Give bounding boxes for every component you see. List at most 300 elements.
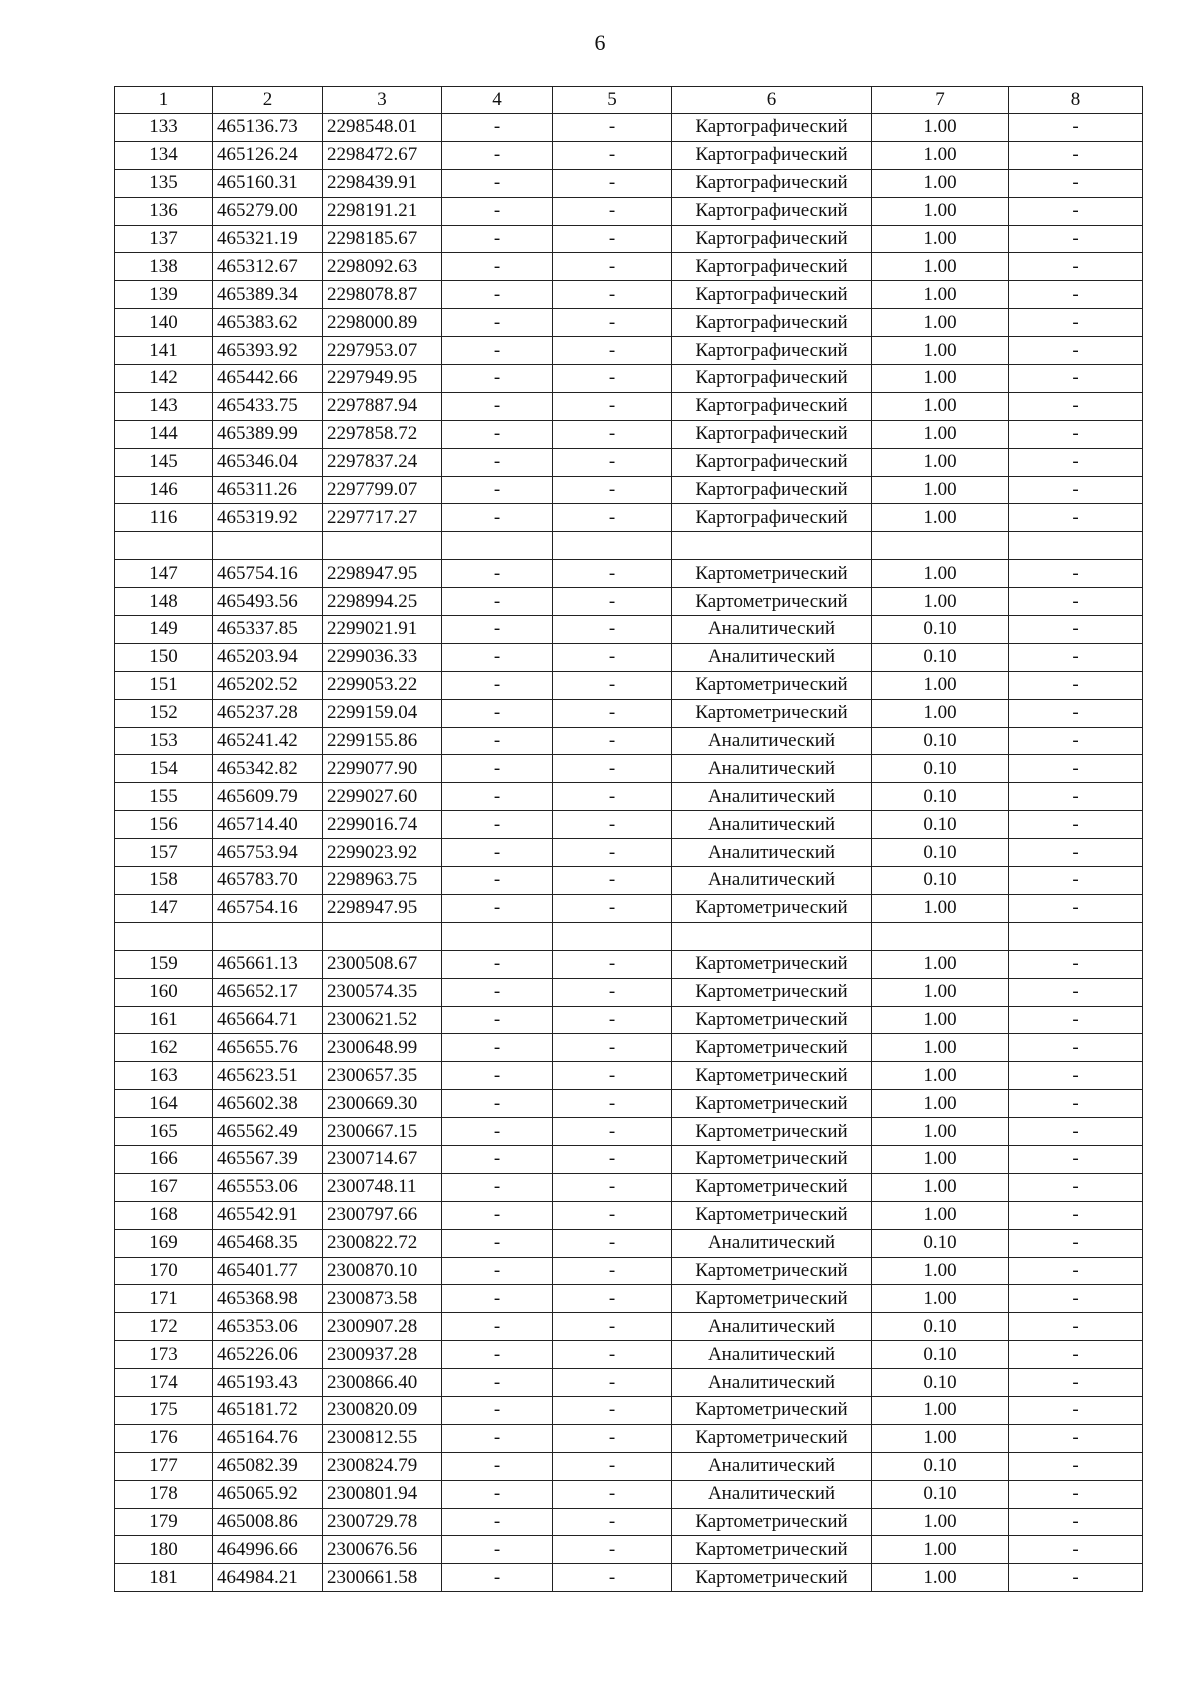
- col8-value: -: [1009, 1424, 1143, 1452]
- coord-x: 465754.16: [213, 560, 323, 588]
- point-number: 177: [115, 1452, 213, 1480]
- precision-value: 1.00: [872, 281, 1009, 309]
- column-header: 3: [323, 87, 442, 114]
- point-number: 137: [115, 225, 213, 253]
- col8-value: -: [1009, 755, 1143, 783]
- point-number: 136: [115, 197, 213, 225]
- col4-value: -: [442, 1508, 553, 1536]
- coord-x: 465065.92: [213, 1480, 323, 1508]
- table-row: [115, 1285, 1143, 1313]
- col4-value: -: [442, 141, 553, 169]
- col5-value: -: [553, 1173, 672, 1201]
- method-value: Картометрический: [672, 1424, 872, 1452]
- method-value: Картографический: [672, 420, 872, 448]
- column-header: 1: [115, 87, 213, 114]
- col5-value: -: [553, 392, 672, 420]
- col5-value: -: [553, 699, 672, 727]
- precision-value: 0.10: [872, 839, 1009, 867]
- col4-value: -: [442, 197, 553, 225]
- coord-x: 465237.28: [213, 699, 323, 727]
- col5-value: -: [553, 1396, 672, 1424]
- table-row: [115, 950, 1143, 978]
- col5-value: -: [553, 309, 672, 337]
- col8-value: -: [1009, 114, 1143, 142]
- method-value: Картометрический: [672, 1257, 872, 1285]
- coord-x: 465493.56: [213, 588, 323, 616]
- point-number: 144: [115, 420, 213, 448]
- col5-value: -: [553, 504, 672, 532]
- coord-x: 465368.98: [213, 1285, 323, 1313]
- point-number: 161: [115, 1006, 213, 1034]
- column-header: 8: [1009, 87, 1143, 114]
- col8-value: -: [1009, 337, 1143, 365]
- coord-y: 2298185.67: [323, 225, 442, 253]
- coord-x: 465203.94: [213, 643, 323, 671]
- precision-value: 1.00: [872, 560, 1009, 588]
- col5-value: [553, 532, 672, 560]
- col5-value: [553, 922, 672, 950]
- coord-x: 465393.92: [213, 337, 323, 365]
- col4-value: -: [442, 811, 553, 839]
- table-row: [115, 114, 1143, 142]
- method-value: Аналитический: [672, 727, 872, 755]
- col8-value: -: [1009, 448, 1143, 476]
- table-row: [115, 1145, 1143, 1173]
- col8-value: -: [1009, 560, 1143, 588]
- coord-y: 2300797.66: [323, 1201, 442, 1229]
- coord-x: 465226.06: [213, 1341, 323, 1369]
- precision-value: 1.00: [872, 253, 1009, 281]
- table-row: [115, 978, 1143, 1006]
- col8-value: -: [1009, 616, 1143, 644]
- col4-value: -: [442, 504, 553, 532]
- table-row: [115, 1006, 1143, 1034]
- precision-value: 0.10: [872, 755, 1009, 783]
- table-row: [115, 504, 1143, 532]
- point-number: 134: [115, 141, 213, 169]
- col5-value: -: [553, 169, 672, 197]
- coord-x: 465468.35: [213, 1229, 323, 1257]
- precision-value: 0.10: [872, 1341, 1009, 1369]
- coord-y: 2300907.28: [323, 1313, 442, 1341]
- table-row: [115, 1480, 1143, 1508]
- precision-value: 0.10: [872, 1452, 1009, 1480]
- coord-x: 464996.66: [213, 1536, 323, 1564]
- table-row: [115, 1118, 1143, 1146]
- col4-value: -: [442, 755, 553, 783]
- col4-value: -: [442, 1564, 553, 1592]
- col8-value: -: [1009, 1118, 1143, 1146]
- point-number: 171: [115, 1285, 213, 1313]
- col5-value: -: [553, 281, 672, 309]
- col4-value: -: [442, 588, 553, 616]
- point-number: 155: [115, 783, 213, 811]
- coord-y: 2300667.15: [323, 1118, 442, 1146]
- method-value: Картографический: [672, 448, 872, 476]
- col5-value: -: [553, 671, 672, 699]
- col4-value: -: [442, 699, 553, 727]
- coord-x: 465181.72: [213, 1396, 323, 1424]
- column-header: 5: [553, 87, 672, 114]
- method-value: Картометрический: [672, 1201, 872, 1229]
- point-number: 164: [115, 1090, 213, 1118]
- precision-value: 1.00: [872, 1536, 1009, 1564]
- col4-value: -: [442, 560, 553, 588]
- coord-x: 465202.52: [213, 671, 323, 699]
- table-row: [115, 643, 1143, 671]
- col5-value: -: [553, 1257, 672, 1285]
- col8-value: -: [1009, 1285, 1143, 1313]
- point-number: 181: [115, 1564, 213, 1592]
- point-number: 151: [115, 671, 213, 699]
- col4-value: -: [442, 1285, 553, 1313]
- col5-value: -: [553, 1508, 672, 1536]
- coord-y: 2299036.33: [323, 643, 442, 671]
- point-number: 156: [115, 811, 213, 839]
- col8-value: -: [1009, 783, 1143, 811]
- point-number: 163: [115, 1062, 213, 1090]
- col5-value: -: [553, 337, 672, 365]
- column-header: 7: [872, 87, 1009, 114]
- precision-value: 0.10: [872, 643, 1009, 671]
- col4-value: -: [442, 839, 553, 867]
- col4-value: -: [442, 1341, 553, 1369]
- precision-value: 1.00: [872, 337, 1009, 365]
- method-value: Картографический: [672, 253, 872, 281]
- col8-value: -: [1009, 281, 1143, 309]
- precision-value: [872, 532, 1009, 560]
- col8-value: -: [1009, 811, 1143, 839]
- point-number: 145: [115, 448, 213, 476]
- col8-value: -: [1009, 1564, 1143, 1592]
- coord-x: 465602.38: [213, 1090, 323, 1118]
- coord-y: 2300669.30: [323, 1090, 442, 1118]
- coord-y: [323, 922, 442, 950]
- coord-x: 465321.19: [213, 225, 323, 253]
- point-number: 175: [115, 1396, 213, 1424]
- point-number: 153: [115, 727, 213, 755]
- method-value: Картометрический: [672, 950, 872, 978]
- col4-value: -: [442, 476, 553, 504]
- coord-x: 465279.00: [213, 197, 323, 225]
- precision-value: 1.00: [872, 141, 1009, 169]
- col8-value: -: [1009, 699, 1143, 727]
- point-number: 159: [115, 950, 213, 978]
- table-row: [115, 1424, 1143, 1452]
- precision-value: 1.00: [872, 588, 1009, 616]
- col4-value: -: [442, 365, 553, 393]
- point-number: 142: [115, 365, 213, 393]
- coord-x: 465082.39: [213, 1452, 323, 1480]
- col5-value: -: [553, 1285, 672, 1313]
- col5-value: -: [553, 1062, 672, 1090]
- table-row: [115, 141, 1143, 169]
- method-value: Картометрический: [672, 978, 872, 1006]
- point-number: [115, 532, 213, 560]
- coord-y: 2298092.63: [323, 253, 442, 281]
- point-number: 166: [115, 1145, 213, 1173]
- precision-value: 0.10: [872, 783, 1009, 811]
- col8-value: -: [1009, 1341, 1143, 1369]
- col8-value: -: [1009, 1062, 1143, 1090]
- precision-value: 1.00: [872, 1508, 1009, 1536]
- coordinates-table: [114, 86, 1143, 1592]
- coord-y: 2300870.10: [323, 1257, 442, 1285]
- method-value: Картометрический: [672, 1145, 872, 1173]
- table-row: [115, 1341, 1143, 1369]
- col8-value: -: [1009, 1480, 1143, 1508]
- table-row: [115, 1313, 1143, 1341]
- precision-value: 1.00: [872, 420, 1009, 448]
- precision-value: 1.00: [872, 1062, 1009, 1090]
- precision-value: 1.00: [872, 1396, 1009, 1424]
- col4-value: -: [442, 643, 553, 671]
- col8-value: -: [1009, 392, 1143, 420]
- method-value: Картометрический: [672, 560, 872, 588]
- point-number: 178: [115, 1480, 213, 1508]
- coord-x: 465542.91: [213, 1201, 323, 1229]
- coord-y: 2300824.79: [323, 1452, 442, 1480]
- method-value: [672, 922, 872, 950]
- table-row: [115, 309, 1143, 337]
- point-number: 168: [115, 1201, 213, 1229]
- col8-value: -: [1009, 365, 1143, 393]
- coord-y: 2300657.35: [323, 1062, 442, 1090]
- col8-value: -: [1009, 253, 1143, 281]
- coord-y: 2300801.94: [323, 1480, 442, 1508]
- precision-value: 1.00: [872, 504, 1009, 532]
- coord-y: 2298548.01: [323, 114, 442, 142]
- coord-y: 2300714.67: [323, 1145, 442, 1173]
- column-header: 2: [213, 87, 323, 114]
- table-row: [115, 894, 1143, 922]
- point-number: 172: [115, 1313, 213, 1341]
- table-row: [115, 1201, 1143, 1229]
- coord-x: 465714.40: [213, 811, 323, 839]
- column-header: 6: [672, 87, 872, 114]
- precision-value: 0.10: [872, 727, 1009, 755]
- point-number: 140: [115, 309, 213, 337]
- col4-value: -: [442, 253, 553, 281]
- coord-x: 465353.06: [213, 1313, 323, 1341]
- precision-value: 0.10: [872, 1480, 1009, 1508]
- col5-value: -: [553, 1145, 672, 1173]
- point-number: 147: [115, 560, 213, 588]
- table-row: [115, 839, 1143, 867]
- col4-value: -: [442, 978, 553, 1006]
- col4-value: -: [442, 727, 553, 755]
- coord-x: 464984.21: [213, 1564, 323, 1592]
- coord-y: 2300621.52: [323, 1006, 442, 1034]
- col4-value: -: [442, 420, 553, 448]
- table-row: [115, 1034, 1143, 1062]
- method-value: Картометрический: [672, 588, 872, 616]
- method-value: Картографический: [672, 392, 872, 420]
- coord-y: 2299159.04: [323, 699, 442, 727]
- precision-value: 1.00: [872, 1118, 1009, 1146]
- table-row: [115, 365, 1143, 393]
- point-number: 116: [115, 504, 213, 532]
- coord-x: 465389.99: [213, 420, 323, 448]
- method-value: Картографический: [672, 141, 872, 169]
- col4-value: [442, 922, 553, 950]
- col4-value: -: [442, 1369, 553, 1397]
- method-value: Картографический: [672, 476, 872, 504]
- col4-value: -: [442, 1424, 553, 1452]
- point-number: 146: [115, 476, 213, 504]
- table-row: [115, 867, 1143, 895]
- method-value: Картографический: [672, 337, 872, 365]
- precision-value: 0.10: [872, 811, 1009, 839]
- col5-value: -: [553, 197, 672, 225]
- precision-value: 0.10: [872, 616, 1009, 644]
- precision-value: 1.00: [872, 1285, 1009, 1313]
- col5-value: -: [553, 1369, 672, 1397]
- method-value: Аналитический: [672, 643, 872, 671]
- coord-y: 2298963.75: [323, 867, 442, 895]
- coord-y: 2300661.58: [323, 1564, 442, 1592]
- col4-value: -: [442, 392, 553, 420]
- point-number: 157: [115, 839, 213, 867]
- coord-y: 2298947.95: [323, 560, 442, 588]
- coord-x: 465664.71: [213, 1006, 323, 1034]
- col5-value: -: [553, 114, 672, 142]
- precision-value: 1.00: [872, 169, 1009, 197]
- point-number: 143: [115, 392, 213, 420]
- col8-value: -: [1009, 141, 1143, 169]
- table-row: [115, 1396, 1143, 1424]
- point-number: 158: [115, 867, 213, 895]
- coord-y: 2298078.87: [323, 281, 442, 309]
- coord-x: 465346.04: [213, 448, 323, 476]
- point-number: 133: [115, 114, 213, 142]
- col8-value: -: [1009, 867, 1143, 895]
- col5-value: -: [553, 1480, 672, 1508]
- coord-y: 2297837.24: [323, 448, 442, 476]
- precision-value: 1.00: [872, 1564, 1009, 1592]
- col4-value: -: [442, 671, 553, 699]
- table-row: [115, 811, 1143, 839]
- precision-value: 1.00: [872, 225, 1009, 253]
- col5-value: -: [553, 1090, 672, 1118]
- coord-y: 2297717.27: [323, 504, 442, 532]
- method-value: Аналитический: [672, 1313, 872, 1341]
- col5-value: -: [553, 448, 672, 476]
- col5-value: -: [553, 867, 672, 895]
- precision-value: 1.00: [872, 197, 1009, 225]
- table-row: [115, 1564, 1143, 1592]
- point-number: 174: [115, 1369, 213, 1397]
- coord-x: 465383.62: [213, 309, 323, 337]
- col4-value: -: [442, 1118, 553, 1146]
- col8-value: -: [1009, 727, 1143, 755]
- col8-value: -: [1009, 1452, 1143, 1480]
- coord-y: 2298472.67: [323, 141, 442, 169]
- coord-y: 2300866.40: [323, 1369, 442, 1397]
- coord-x: 465655.76: [213, 1034, 323, 1062]
- coord-y: 2298947.95: [323, 894, 442, 922]
- col5-value: -: [553, 588, 672, 616]
- precision-value: 1.00: [872, 699, 1009, 727]
- col4-value: -: [442, 1257, 553, 1285]
- table-row: [115, 1173, 1143, 1201]
- col5-value: -: [553, 1006, 672, 1034]
- col5-value: -: [553, 476, 672, 504]
- col4-value: -: [442, 894, 553, 922]
- coord-y: 2300822.72: [323, 1229, 442, 1257]
- col8-value: -: [1009, 1508, 1143, 1536]
- coord-x: 465312.67: [213, 253, 323, 281]
- table-row: [115, 532, 1143, 560]
- precision-value: 1.00: [872, 950, 1009, 978]
- point-number: 141: [115, 337, 213, 365]
- point-number: 149: [115, 616, 213, 644]
- col8-value: -: [1009, 1396, 1143, 1424]
- method-value: Аналитический: [672, 867, 872, 895]
- col5-value: -: [553, 1229, 672, 1257]
- coord-x: 465389.34: [213, 281, 323, 309]
- precision-value: 1.00: [872, 309, 1009, 337]
- col8-value: -: [1009, 1313, 1143, 1341]
- table-row: [115, 783, 1143, 811]
- method-value: Картометрический: [672, 1173, 872, 1201]
- col4-value: -: [442, 169, 553, 197]
- coord-x: 465164.76: [213, 1424, 323, 1452]
- col8-value: -: [1009, 839, 1143, 867]
- coord-x: 465126.24: [213, 141, 323, 169]
- col5-value: -: [553, 1201, 672, 1229]
- precision-value: 1.00: [872, 1173, 1009, 1201]
- point-number: 167: [115, 1173, 213, 1201]
- coord-y: 2300574.35: [323, 978, 442, 1006]
- col4-value: -: [442, 1452, 553, 1480]
- coord-x: 465652.17: [213, 978, 323, 1006]
- col5-value: -: [553, 839, 672, 867]
- point-number: 150: [115, 643, 213, 671]
- table-row: [115, 1229, 1143, 1257]
- col8-value: -: [1009, 1201, 1143, 1229]
- col8-value: [1009, 922, 1143, 950]
- col8-value: -: [1009, 197, 1143, 225]
- table-body: [115, 114, 1143, 1592]
- method-value: Картометрический: [672, 1396, 872, 1424]
- col5-value: -: [553, 755, 672, 783]
- col5-value: -: [553, 141, 672, 169]
- coord-y: 2299023.92: [323, 839, 442, 867]
- method-value: Аналитический: [672, 1229, 872, 1257]
- precision-value: 1.00: [872, 894, 1009, 922]
- precision-value: 1.00: [872, 448, 1009, 476]
- col4-value: -: [442, 950, 553, 978]
- point-number: 170: [115, 1257, 213, 1285]
- col5-value: -: [553, 1341, 672, 1369]
- method-value: Картометрический: [672, 1508, 872, 1536]
- method-value: Картографический: [672, 197, 872, 225]
- col4-value: -: [442, 337, 553, 365]
- table-row: [115, 727, 1143, 755]
- table-row: [115, 616, 1143, 644]
- col5-value: -: [553, 1118, 672, 1146]
- coord-x: 465754.16: [213, 894, 323, 922]
- coord-x: 465783.70: [213, 867, 323, 895]
- coord-y: 2297799.07: [323, 476, 442, 504]
- col5-value: -: [553, 1313, 672, 1341]
- col5-value: -: [553, 978, 672, 1006]
- table-row: [115, 420, 1143, 448]
- coord-y: 2300508.67: [323, 950, 442, 978]
- coord-x: 465319.92: [213, 504, 323, 532]
- method-value: Картометрический: [672, 1564, 872, 1592]
